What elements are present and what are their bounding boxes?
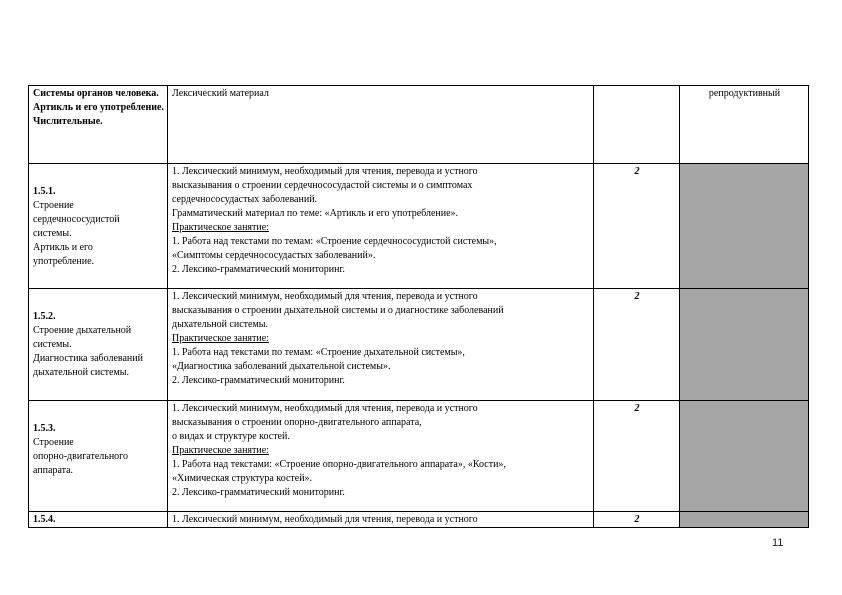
section-content-cell bbox=[168, 86, 594, 164]
hours-value: 2 bbox=[634, 166, 640, 177]
topic-title-line: Строение bbox=[33, 437, 74, 448]
table-row bbox=[29, 512, 809, 528]
content-cell: 1. Лексический минимум, необходимый для чтения, перевода и устного высказывания о строении дыхательной системы и о диагностике заболеваний дыхательной системы. Практическое занятие: 1. Работа над текстами по темам: «Строение дыхательной системы», «Диагностика заболеваний дыхательной системы». 2. Лексико-грамматический мониторинг. bbox=[168, 289, 594, 401]
topic-title-line: Диагностика заболеваний bbox=[33, 353, 143, 364]
table-row bbox=[29, 289, 809, 401]
section-topic-line: Артикль и его употребление. bbox=[33, 102, 164, 113]
section-level-cell bbox=[680, 86, 809, 164]
topic-title-line: аппарата. bbox=[33, 465, 74, 476]
content-cell: 1. Лексический минимум, необходимый для чтения, перевода и устного высказывания о строении сердечнососудастой системы и о симптомах сердечнососудастых заболеваний. Грамматический материал по теме: «Артикль и его употребление». Практическое занятие: 1. Работа над текстами по темам: «Строение сердечнососудистой системы», «Симптомы сердечнососудастых заболеваний». 2. Лексико-грамматический мониторинг. bbox=[168, 164, 594, 289]
practice-heading: Практическое занятие: bbox=[172, 445, 269, 456]
level-cell-shaded bbox=[680, 512, 809, 528]
mastery-level: репродуктивный bbox=[708, 88, 781, 99]
hours-cell bbox=[594, 512, 680, 528]
topic-title-line: системы. bbox=[33, 339, 72, 350]
hours-cell bbox=[594, 401, 680, 512]
page-number: 11 bbox=[772, 537, 784, 549]
practice-heading: Практическое занятие: bbox=[172, 333, 269, 344]
topic-code: 1.5.4. bbox=[33, 514, 56, 525]
curriculum-table bbox=[28, 85, 809, 528]
level-cell-shaded bbox=[680, 289, 809, 401]
hours-value: 2 bbox=[634, 403, 640, 414]
content-cell: 1. Лексический минимум, необходимый для чтения, перевода и устного bbox=[168, 512, 594, 528]
topic-cell bbox=[29, 164, 168, 289]
practice-heading: Практическое занятие: bbox=[172, 222, 269, 233]
topic-code: 1.5.1. bbox=[33, 186, 56, 197]
topic-title-line: сердечнососудистой bbox=[33, 214, 120, 225]
table-row bbox=[29, 401, 809, 512]
content-cell: 1. Лексический минимум, необходимый для чтения, перевода и устного высказывания о строении опорно-двигательного аппарата, о видах и структуре костей. Практическое занятие: 1. Работа над текстами: «Строение опорно-двигательного аппарата», «Кости», «Химическая структура костей». 2. Лексико-грамматический мониторинг. bbox=[168, 401, 594, 512]
topic-title-line: Строение bbox=[33, 200, 74, 211]
hours-value: 2 bbox=[634, 514, 640, 525]
table-row-header bbox=[29, 86, 809, 164]
topic-title-line: Артикль и его bbox=[33, 242, 93, 253]
section-content: Лексический материал bbox=[172, 88, 269, 99]
hours-value: 2 bbox=[634, 291, 640, 302]
hours-cell bbox=[594, 164, 680, 289]
topic-code: 1.5.3. bbox=[33, 423, 56, 434]
topic-title-line: Строение дыхательной bbox=[33, 325, 132, 336]
level-cell-shaded bbox=[680, 401, 809, 512]
topic-title-line: опорно-двигательного bbox=[33, 451, 129, 462]
topic-title-line: употребление. bbox=[33, 256, 95, 267]
section-topic-line: Числительные. bbox=[33, 116, 103, 127]
topic-code: 1.5.2. bbox=[33, 311, 56, 322]
section-hours-cell bbox=[594, 86, 680, 164]
section-topic-cell bbox=[29, 86, 168, 164]
topic-title-line: системы. bbox=[33, 228, 72, 239]
table-row bbox=[29, 164, 809, 289]
section-topic-line: Системы органов человека. bbox=[33, 88, 159, 99]
topic-cell bbox=[29, 289, 168, 401]
topic-cell bbox=[29, 401, 168, 512]
hours-cell bbox=[594, 289, 680, 401]
topic-title-line: дыхательной системы. bbox=[33, 367, 130, 378]
topic-cell bbox=[29, 512, 168, 528]
level-cell-shaded bbox=[680, 164, 809, 289]
